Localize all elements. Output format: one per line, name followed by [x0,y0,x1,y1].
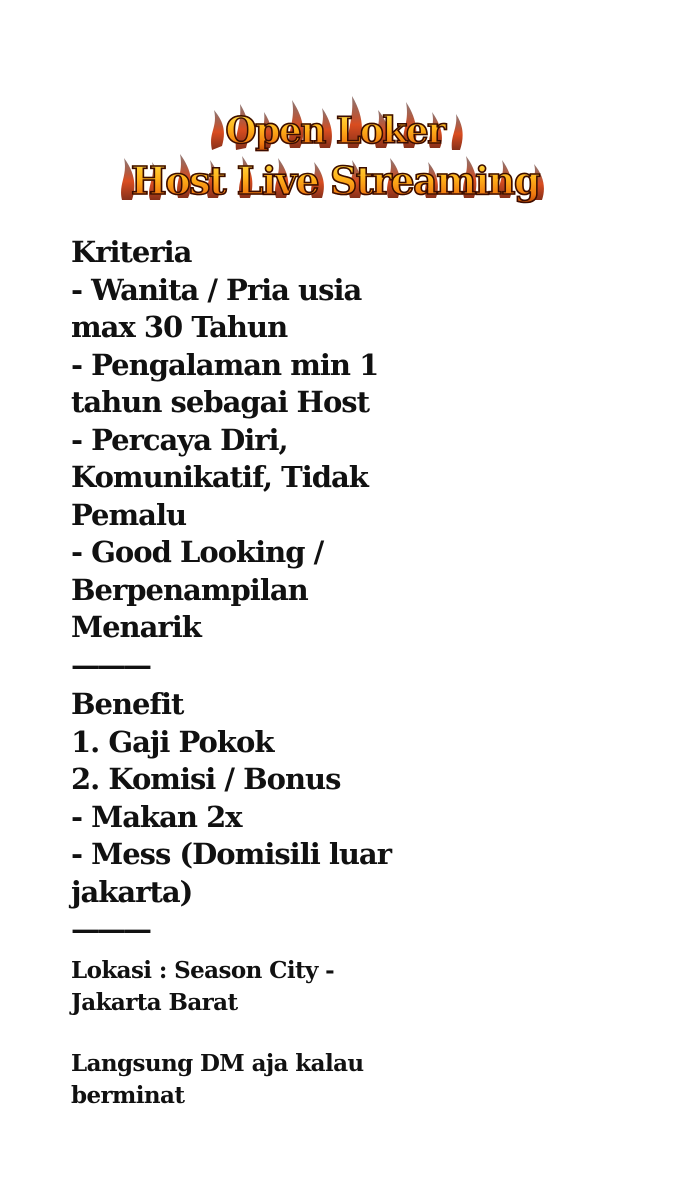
benefit-line: jakarta) [71,874,193,909]
location-line: Jakarta Barat [71,988,238,1016]
title-line-1: Open Loker [100,110,570,152]
criteria-line: Komunikatif, Tidak [71,460,368,494]
location-section [71,955,431,1019]
section-divider: ——— [71,912,149,946]
cta-section [71,1048,431,1112]
benefit-line: 2. Komisi / Bonus [71,762,341,796]
benefit-heading: Benefit [71,687,184,721]
benefit-line: 1. Gaji Pokok [71,724,274,759]
criteria-line: tahun sebagai Host [71,385,370,419]
criteria-line: Berpenampilan [71,572,308,607]
criteria-line: Pemalu [71,497,187,532]
criteria-line: max 30 Tahun [71,310,288,344]
criteria-line: - Good Looking / [71,535,324,569]
job-description [71,234,431,1112]
criteria-line: - Percaya Diri, [71,422,288,457]
benefit-section [71,686,431,911]
criteria-line: - Wanita / Pria usia [71,272,362,307]
criteria-line: Menarik [71,610,201,644]
cta-line: berminat [71,1081,185,1109]
criteria-line: - Pengalaman min 1 [71,347,379,382]
location-line: Lokasi : Season City - [71,956,335,984]
cta-line: Langsung DM aja kalau [71,1049,364,1077]
flame-title [100,88,570,228]
section-divider: ——— [71,647,149,682]
benefit-line: - Mess (Domisili luar [71,837,391,871]
criteria-heading: Kriteria [71,235,192,269]
title-line-2: Host Live Streaming [100,158,570,203]
criteria-section [71,234,431,647]
benefit-line: - Makan 2x [71,799,242,834]
